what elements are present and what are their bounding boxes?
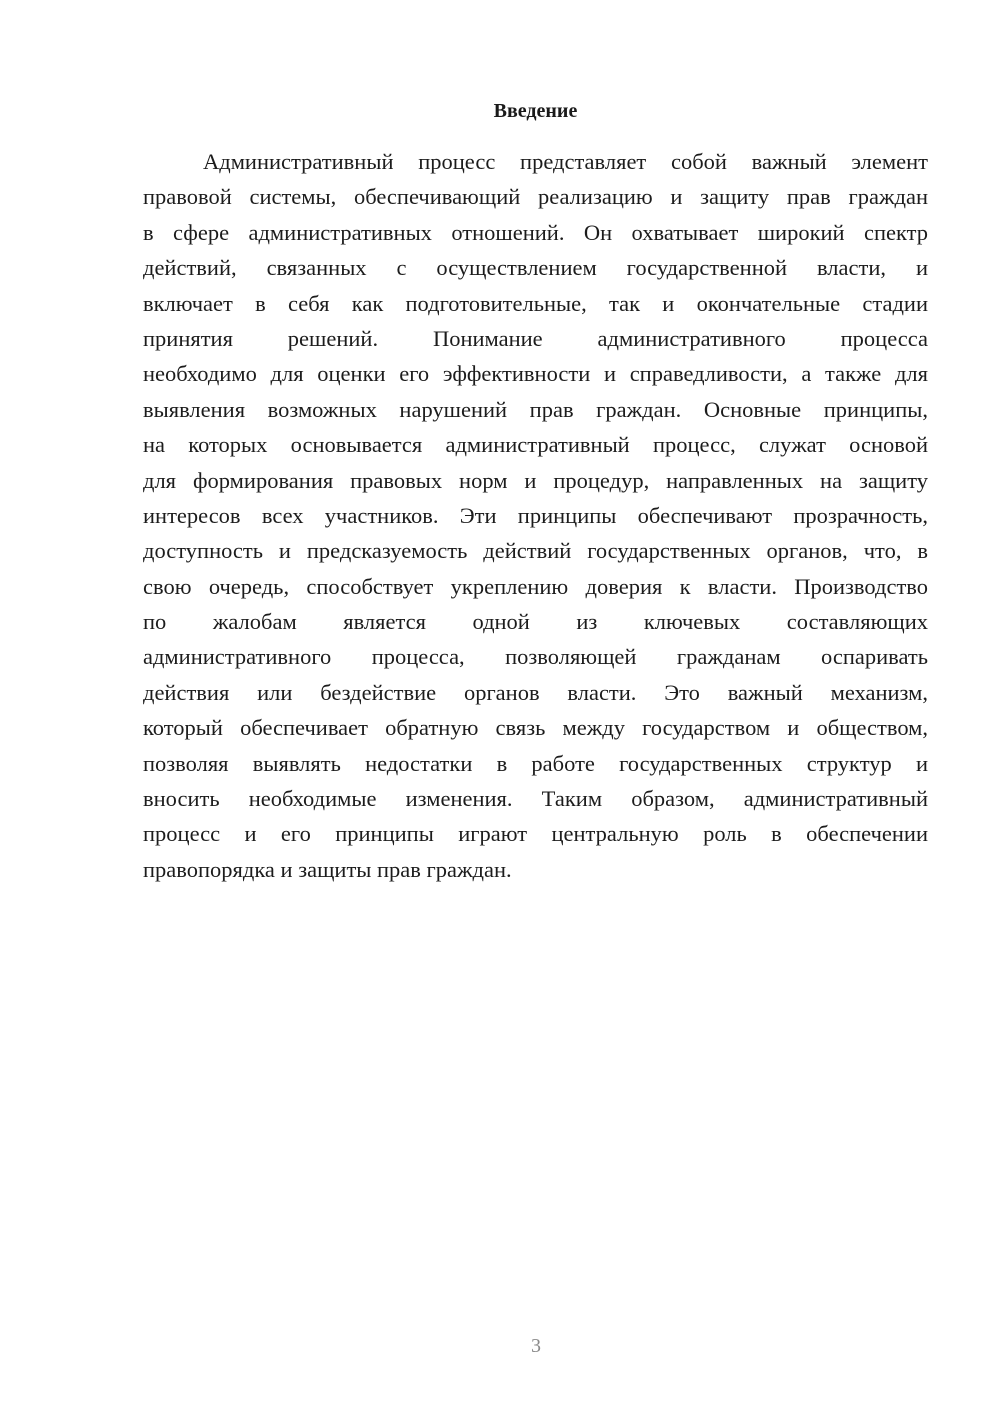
paragraph-line: действия или бездействие органов власти. Это важный механизм, bbox=[143, 679, 928, 705]
paragraph-line: административного процесса, позволяющей гражданам оспаривать bbox=[143, 644, 928, 670]
intro-paragraph bbox=[143, 144, 928, 887]
paragraph-line: в сфере административных отношений. Он охватывает широкий спектр bbox=[143, 219, 928, 245]
paragraph-line: для формирования правовых норм и процедур, направленных на защиту bbox=[143, 467, 928, 493]
paragraph-line: позволяя выявлять недостатки в работе государственных структур и bbox=[143, 750, 928, 776]
paragraph-line: действий, связанных с осуществлением государственной власти, и bbox=[143, 255, 928, 281]
paragraph-line: Административный процесс представляет собой важный элемент bbox=[203, 149, 928, 174]
paragraph-line: свою очередь, способствует укреплению доверия к власти. Производство bbox=[143, 573, 928, 599]
paragraph-line: необходимо для оценки его эффективности и справедливости, а также для bbox=[143, 361, 928, 387]
paragraph-line: включает в себя как подготовительные, так и окончательные стадии bbox=[143, 290, 928, 316]
page-number: 3 bbox=[531, 1335, 541, 1357]
paragraph-line: выявления возможных нарушений прав граждан. Основные принципы, bbox=[143, 396, 928, 422]
paragraph-line: по жалобам является одной из ключевых составляющих bbox=[143, 609, 928, 635]
paragraph-line: правовой системы, обеспечивающий реализацию и защиту прав граждан bbox=[143, 184, 928, 210]
paragraph-line: принятия решений. Понимание административного процесса bbox=[143, 325, 928, 351]
paragraph-line: процесс и его принципы играют центральную роль в обеспечении bbox=[143, 821, 928, 847]
paragraph-line: доступность и предсказуемость действий государственных органов, что, в bbox=[143, 538, 928, 564]
paragraph-line: вносить необходимые изменения. Таким образом, административный bbox=[143, 786, 928, 812]
section-title: Введение bbox=[493, 100, 578, 122]
paragraph-line: интересов всех участников. Эти принципы обеспечивают прозрачность, bbox=[143, 502, 928, 528]
paragraph-line: который обеспечивает обратную связь между государством и обществом, bbox=[143, 715, 928, 741]
paragraph-line: на которых основывается административный процесс, служат основой bbox=[143, 432, 928, 458]
paragraph-line: правопорядка и защиты прав граждан. bbox=[143, 856, 512, 882]
